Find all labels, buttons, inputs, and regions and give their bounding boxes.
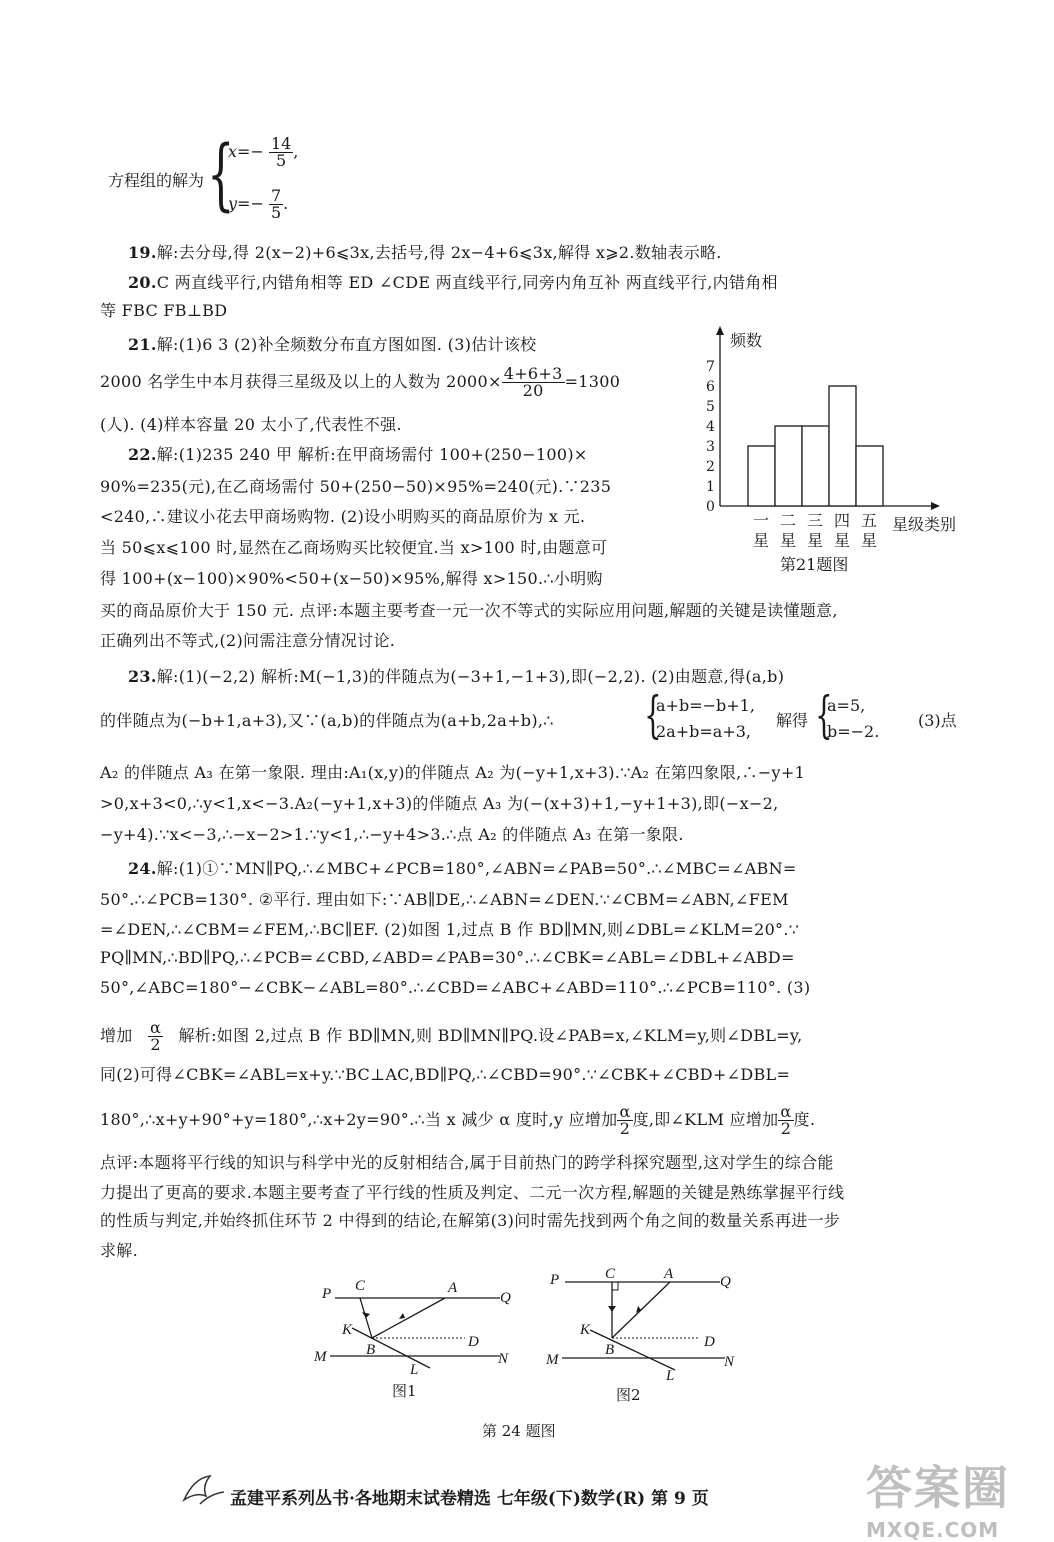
fig1-label-Q: Q	[500, 1290, 511, 1306]
footer-logo-icon	[180, 1470, 228, 1510]
q24-line1	[128, 856, 998, 879]
q18-y-num: 7	[270, 186, 282, 205]
q24-line7: 同(2)可得∠CBK=∠ABL=x+y.∵BC⊥AC,BD∥PQ,∴∠CBD=90°.∵∠CBK+∠CBD+∠DBL=	[100, 1065, 791, 1084]
q24-line5: 50°,∠ABC=180°−∠CBK−∠ABL=80°.∴∠CBD=∠ABC+∠ABD=110°.∴∠PCB=110°. (3)	[100, 978, 811, 997]
q20-number: 20.	[128, 273, 157, 292]
comment-line4: 求解.	[100, 1241, 138, 1260]
x-tick-1-bottom: 星	[753, 531, 770, 550]
fig2-label-Q: Q	[720, 1274, 731, 1290]
q24-alpha-den-2: 2	[619, 1119, 631, 1138]
bar-4	[829, 386, 856, 506]
q21-frac-den: 20	[522, 381, 544, 400]
q24-figure	[300, 1268, 750, 1418]
y-tick-0: 0	[706, 499, 715, 515]
fig2-label-C: C	[605, 1268, 616, 1282]
q23-system-1	[656, 693, 755, 745]
x-tick-5-top: 五	[861, 511, 878, 530]
q22-line6: 买的商品原价大于 150 元. 点评:本题主要考查一元一次不等式的实际应用问题,解题的关键是读懂题意,	[100, 601, 838, 620]
figure-1	[313, 1278, 511, 1378]
q21-line3: (人). (4)样本容量 20 太小了,代表性不强.	[100, 415, 402, 434]
q24-number: 24.	[128, 859, 157, 878]
q22-line7: 正确列出不等式,(2)问需注意分情况讨论.	[100, 631, 396, 650]
q23-part3: (3)点	[918, 711, 957, 730]
y-tick-3: 3	[706, 439, 715, 455]
fig2-label-N: N	[724, 1354, 735, 1370]
q20-line2: 等 FBC FB⊥BD	[100, 301, 228, 320]
fig1-label-D: D	[468, 1334, 479, 1350]
q18-x-den: 5	[276, 151, 287, 170]
q24-alpha-frac-3	[778, 1104, 793, 1137]
y-tick-4: 4	[706, 419, 715, 435]
comment-line3: 的性质与判定,并始终抓住环节 2 中得到的结论,在解第(3)问时需先找到两个角之间的数量关系再进一步	[100, 1211, 841, 1230]
q23-sys2-eq1: a=5,	[827, 696, 866, 715]
q22-line5: 得 100+(x−100)×90%<50+(x−50)×95%,解得 x>150.∴小明购	[100, 569, 603, 588]
q21-text-2b: =1300	[564, 372, 621, 391]
q24-text-8c: 度.	[793, 1110, 816, 1129]
q23-brace-1: {	[644, 686, 662, 744]
x-axis-label: 星级类别	[892, 515, 957, 534]
q18-x-end: ,	[293, 142, 299, 161]
bar-2	[775, 426, 802, 506]
x-axis-arrow	[931, 502, 940, 510]
fig2-label-D: D	[704, 1334, 715, 1350]
watermark-small: MXQE.COM	[866, 1518, 1000, 1542]
fig1-label-A: A	[448, 1280, 458, 1296]
q22-number: 22.	[128, 445, 157, 464]
q24-alpha-num: α	[150, 1018, 162, 1037]
q24-text-8a: 180°,∴x+y+90°+y=180°,∴x+2y=90°.∴当 x 减少 α 度时,y 应增加	[100, 1110, 618, 1129]
q19-number: 19.	[128, 243, 157, 262]
q24-alpha-den-3: 2	[780, 1119, 792, 1138]
q23-system-2	[827, 693, 879, 745]
q24-alpha-num-3: α	[780, 1102, 792, 1121]
q24-text-6a: 增加	[100, 1026, 133, 1045]
q23-sys2-eq2: b=−2.	[827, 722, 880, 741]
q22-line4: 当 50⩽x⩽100 时,显然在乙商场购买比较便宜.当 x>100 时,由题意可	[100, 538, 608, 557]
x-tick-3-top: 三	[807, 511, 824, 530]
q23-line1	[128, 664, 998, 687]
bar-5	[856, 446, 883, 506]
bar-3	[802, 426, 829, 506]
q18-x-frac	[269, 136, 293, 169]
q23-line3: A₂ 的伴随点 A₃ 在第一象限. 理由:A₁(x,y)的伴随点 A₂ 为(−y+1,x+3).∵A₂ 在第四象限,∴−y+1	[100, 763, 806, 782]
comment-line1: 点评:本题将平行线的知识与科学中光的反射相结合,属于目前热门的跨学科探究题型,这对学生的综合能	[100, 1153, 834, 1172]
watermark	[866, 1452, 1036, 1542]
watermark-big: 答案圈	[866, 1461, 1010, 1515]
q18-x-row	[228, 136, 298, 169]
fig1-label-B: B	[366, 1342, 376, 1358]
x-tick-1-top: 一	[753, 511, 770, 530]
q21-number: 21.	[128, 335, 157, 354]
bar-1	[748, 446, 775, 506]
q21-histogram	[700, 326, 990, 576]
q18-y-end: .	[283, 194, 289, 213]
q23-line5: −y+4).∵x<−3,∴−x−2>1.∵y<1,∴−y+4>3.∴点 A₂ 的伴随点 A₃ 在第一象限.	[100, 825, 684, 844]
q18-x-num: 14	[270, 134, 292, 153]
x-tick-4-top: 四	[834, 511, 851, 530]
q18-lead: 方程组的解为	[108, 171, 205, 190]
fig2-label-A: A	[664, 1268, 674, 1282]
q21-fraction	[502, 366, 565, 399]
q24-alpha-frac-2	[617, 1104, 632, 1137]
fig1-caption: 图1	[392, 1382, 417, 1400]
q23-text-1: 解:(1)(−2,2) 解析:M(−1,3)的伴随点为(−3+1,−1+3),即(−2,2). (2)由题意,得(a,b)	[156, 667, 785, 686]
fig1-label-M: M	[314, 1349, 327, 1365]
y-tick-5: 5	[706, 399, 715, 415]
q22-line2: 90%=235(元),在乙商场需付 50+(250−50)×95%=240(元).∵235	[100, 477, 612, 496]
x-tick-5-bottom: 星	[861, 531, 878, 550]
q18-solution	[100, 128, 400, 228]
q24-text-8b: 度,即∠KLM 应增加	[632, 1110, 779, 1129]
q18-y-row	[228, 188, 288, 221]
q20-text-1: C 两直线平行,内错角相等 ED ∠CDE 两直线平行,同旁内角互补 两直线平行,内错角相	[156, 273, 778, 292]
q23-sys1-eq2: 2a+b=a+3,	[656, 722, 751, 741]
fig1-label-K: K	[342, 1322, 353, 1338]
q18-y-den: 5	[270, 203, 282, 222]
q24-text-6b: 解析:如图 2,过点 B 作 BD∥MN,则 BD∥MN∥PQ.设∠PAB=x,∠KLM=y,则∠DBL=y,	[178, 1026, 803, 1045]
q24-text-1: 解:(1)①∵MN∥PQ,∴∠MBC+∠PCB=180°,∠ABN=∠PAB=50°.∴∠MBC=∠ABN=	[156, 859, 797, 878]
q18-y-label: y=−	[228, 194, 264, 213]
q24-line3: =∠DEN,∴∠CBM=∠FEM,∴BC∥EF. (2)如图 1,过点 B 作 BD∥MN,则∠DBL=∠KLM=20°.∵	[100, 920, 800, 939]
y-tick-1: 1	[706, 479, 715, 495]
x-tick-3-bottom: 星	[807, 531, 824, 550]
q23-brace-2: {	[815, 686, 833, 744]
q24-line6	[100, 1020, 970, 1053]
chart-title: 第21题图	[780, 555, 849, 574]
q24-line2: 50°.∴∠PCB=130°. ②平行. 理由如下:∵AB∥DE,∴∠ABN=∠DEN.∵∠CBM=∠ABN,∠FEM	[100, 890, 789, 909]
q21-text-2a: 2000 名学生中本月获得三星级及以上的人数为 2000×	[100, 372, 502, 391]
q19-line	[128, 240, 998, 263]
footer-text: 孟建平系列丛书·各地期末试卷精选 七年级(下)数学(R) 第 9 页	[230, 1489, 709, 1509]
x-tick-2-top: 二	[780, 511, 797, 530]
q23-number: 23.	[128, 667, 157, 686]
fig2-label-M: M	[546, 1352, 559, 1368]
q23-text-2a: 的伴随点为(−b+1,a+3),又∵(a,b)的伴随点为(a+b,2a+b),∴	[100, 711, 554, 730]
q23-sys1-eq1: a+b=−b+1,	[656, 696, 755, 715]
q24-line4: PQ∥MN,∴BD∥PQ,∴∠PCB=∠CBD,∠ABD=∠PAB=30°.∴∠CBK=∠ABL=∠DBL+∠ABD=	[100, 948, 795, 967]
x-tick-4-bottom: 星	[834, 531, 851, 550]
q18-y-frac	[269, 188, 283, 221]
y-axis-arrow	[716, 326, 724, 335]
q18-x-label: x=−	[228, 142, 264, 161]
q23-line4: >0,x+3<0,∴y<1,x<−3.A₂(−y+1,x+3)的伴随点 A₃ 为(−(x+3)+1,−y+1+3),即(−x−2,	[100, 794, 779, 813]
q21-text-1: 解:(1)6 3 (2)补全频数分布直方图如图. (3)估计该校	[156, 335, 537, 354]
figure-2	[545, 1268, 735, 1384]
y-axis-label: 频数	[730, 331, 763, 350]
q21-frac-num: 4+6+3	[503, 364, 563, 383]
q24-line8	[100, 1104, 970, 1137]
q23-solve: 解得	[776, 711, 809, 730]
comment-line2: 力提出了更高的要求.本题主要考查了平行线的性质及判定、二元一次方程,解题的关键是熟练掌握平行线	[100, 1183, 845, 1202]
q18-brace: {	[207, 130, 235, 220]
q22-text-1: 解:(1)235 240 甲 解析:在甲商场需付 100+(250−100)×	[156, 445, 588, 464]
q24-alpha-num-2: α	[619, 1102, 631, 1121]
q22-line3: <240,∴建议小花去甲商场购物. (2)设小明购买的商品原价为 x 元.	[100, 507, 586, 526]
x-tick-2-bottom: 星	[780, 531, 797, 550]
fig1-label-P: P	[322, 1286, 332, 1302]
q19-text: 解:去分母,得 2(x−2)+6⩽3x,去括号,得 2x−4+6⩽3x,解得 x⩾2.数轴表示略.	[156, 243, 722, 262]
fig2-label-P: P	[550, 1272, 560, 1288]
y-tick-2: 2	[706, 459, 715, 475]
fig2-label-K: K	[580, 1322, 591, 1338]
fig1-label-N: N	[498, 1351, 509, 1367]
fig1-label-C: C	[355, 1278, 366, 1294]
fig1-label-L: L	[410, 1362, 419, 1378]
fig2-label-B: B	[605, 1342, 615, 1358]
fig2-label-L: L	[666, 1368, 675, 1384]
q24-alpha-den: 2	[150, 1035, 161, 1054]
y-tick-7: 7	[706, 359, 715, 375]
fig2-caption: 图2	[616, 1386, 641, 1404]
q24-figure-title: 第 24 题图	[482, 1422, 556, 1440]
q20-line1	[128, 270, 998, 293]
q24-alpha-frac	[148, 1020, 163, 1053]
y-tick-6: 6	[706, 379, 715, 395]
